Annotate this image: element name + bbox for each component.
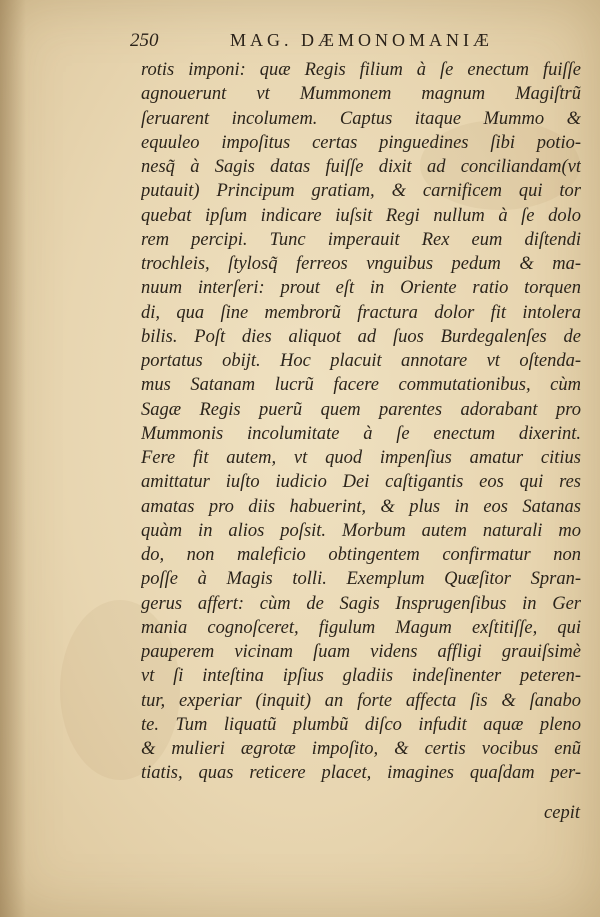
text-line: Fere fit autem, vt quod impenſius amatur citius <box>141 448 581 468</box>
body-text <box>141 58 581 786</box>
text-line: pauperem vicinam ſuam videns affligi grauiſsimè <box>141 642 581 662</box>
text-line: agnouerunt vt Mummonem magnum Magiſtrũ <box>141 84 581 105</box>
text-line: mus Satanam lucrũ facere commutationibus, cùm <box>141 375 581 396</box>
text-line: te. Tum liquatũ plumbũ diſco infudit aquæ pleno <box>141 714 581 735</box>
text-line: amatas pro diis habuerint, & plus in eos Satanas <box>141 496 581 517</box>
text-line: putauit) Principum gratiam, & carnificem qui tor <box>141 181 581 202</box>
text-line: Sagæ Regis puerũ quem parentes adorabant pro <box>141 399 581 420</box>
text-line: trochleis, ſtylosq̃ ferreos vnguibus pedum & ma- <box>141 254 581 274</box>
text-line: bilis. Poſt dies aliquot ad ſuos Burdegalenſes de <box>141 326 581 347</box>
page-gutter-shadow <box>0 0 26 917</box>
text-line: quebat ipſum indicare iuſsit Regi nullum à ſe dolo <box>141 205 581 226</box>
text-line: nuum interſeri: prout eſt in Oriente ratio torquen <box>141 278 581 299</box>
catchword: cepit <box>544 803 580 823</box>
text-line: di, qua ſine membrorũ fractura dolor fit intolera <box>141 302 581 323</box>
text-line: Mummonis incolumitate à ſe enectum dixerint. <box>141 423 581 444</box>
text-line: rotis imponi: quæ Regis filium à ſe enectum fuiſſe <box>141 60 581 80</box>
text-line: do, non maleficio obtingentem confirmatur non <box>141 545 581 565</box>
page-number: 250 <box>130 30 159 51</box>
text-line: quàm in alios poſsit. Morbum autem naturali mo <box>141 520 581 541</box>
text-line: tur, experiar (inquit) an forte affecta ſis & ſanabo <box>141 690 581 711</box>
text-line: equuleo impoſitus certas pinguedines ſibi potio- <box>141 132 581 153</box>
text-line: amittatur iuſto iudicio Dei caſtigantis eos qui res <box>141 472 581 493</box>
text-line: poſſe à Magis tolli. Exemplum Quæſitor Spran- <box>141 569 581 590</box>
text-line: vt ſi inteſtina ipſius gladiis indeſinenter peteren- <box>141 666 581 687</box>
text-line: & mulieri ægrotæ impoſito, & certis vocibus enũ <box>141 739 581 759</box>
text-line: gerus affert: cùm de Sagis Insprugenſibus in Ger <box>141 593 581 614</box>
text-line: mania cognoſceret, figulum Magum exſtitiſſe, qui <box>141 617 581 638</box>
text-line: ſeruarent incolumem. Captus itaque Mummo & <box>141 108 581 129</box>
running-head <box>130 30 550 54</box>
text-line: tiatis, quas reticere placet, imagines quaſdam per- <box>141 763 581 784</box>
text-line: nesq̃ à Sagis datas fuiſſe dixit ad conciliandam(vt <box>141 157 581 177</box>
text-line: rem percipi. Tunc imperauit Rex eum diſtendi <box>141 229 581 250</box>
text-line: portatus obijt. Hoc placuit annotare vt oſtenda- <box>141 351 581 371</box>
running-title: MAG. DÆMONOMANIÆ <box>230 30 494 50</box>
